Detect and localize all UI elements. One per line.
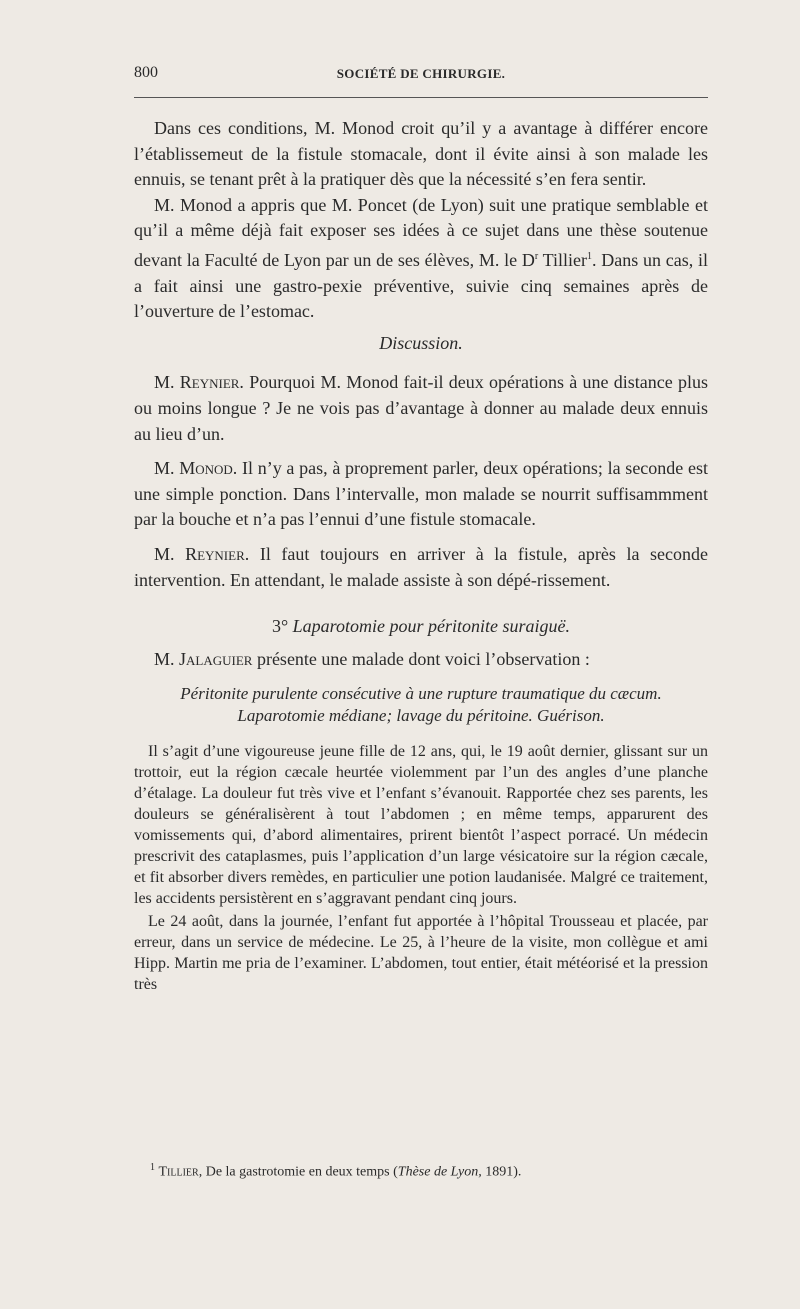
paragraph-poncet: M. Monod a appris que M. Poncet (de Lyon) suit une pratique semblable et qu’il a même déjà fait exposer ses idées à ce sujet dans une thèse soutenue devant la Faculté de Lyon par un de ses élèves, M. le $D^r$ Tillier$^1$. Dans un cas, il a fait ainsi une gastro-pexie préventive, suivie cinq semaines après de l’ouverture de l’estomac. xyxy=(134,194,708,322)
header-rule xyxy=(134,97,708,98)
case-title: Péritonite purulente consécutive à une rupture traumatique du cæcum. Laparotomie médiane; lavage du péritoine. Guérison. xyxy=(180,683,662,725)
footnote: $^1$ Tillier, De la gastrotomie en deux temps (Thèse de Lyon, 1891). xyxy=(150,1162,522,1180)
footnote-ref: 1 xyxy=(587,250,593,262)
observation-paragraph: Il s’agit d’une vigoureuse jeune fille de 12 ans, qui, le 19 août dernier, glissant sur un trottoir, eut la région cæcale heurtée violemment par l’un des angles d’une planche d’étalage. La douleur fut très vive et l’enfant s’évanouit. Rapportée chez ses parents, les douleurs se généralisèrent à tout l’abdomen ; en même temps, apparurent des vomissements qui, d’abord alimentaires, prirent bientôt l’aspect porracé. Un médecin prescrivit des cataplasmes, puis l’application d’un large vésicatoire sur la région cæcale, et fit absorber divers remèdes, en particulier une potion laudanisée. Malgré ce traitement, les accidents persistèrent en s’aggravant pendant cinq jours. xyxy=(134,742,708,907)
running-title: SOCIÉTÉ DE CHIRURGIE. xyxy=(336,66,506,81)
paragraph-conditions: Dans ces conditions, M. Monod croit qu’il y a avantage à différer encore l’établissemeut de la fistule stomacale, dont il évite ainsi à son malade les ennuis, se tenant prêt à la pratiquer dès que la nécessité s’en fera sentir. xyxy=(134,118,708,190)
speaker-name: M. Reynier. xyxy=(154,372,244,393)
observation-paragraph: Le 24 août, dans la journée, l’enfant fut apportée à l’hôpital Trousseau et placée, par erreur, dans un service de médecine. Le 25, à l’heure de la visite, mon collègue et ami Hipp. Martin me pria de l’examiner. L’abdomen, tout entier, était météorisé et la pression très xyxy=(134,912,708,993)
discussion-heading: Discussion. xyxy=(379,332,463,353)
reynier-reply: M. Reynier. Il faut toujours en arriver à la fistule, après la seconde intervention. En attendant, le malade assiste à son dépé-rissement. xyxy=(134,543,709,590)
reynier-remark: M. Reynier. Pourquoi M. Monod fait-il deux opérations à une distance plus ou moins longue ? Je ne vois pas d’avantage à donner au malade deux ennuis au lieu d’un. xyxy=(134,372,708,444)
main-text xyxy=(134,116,708,995)
speaker-name: M. Jalaguier xyxy=(154,649,253,670)
page-number: 800 xyxy=(134,64,158,81)
monod-reply: M. Monod. Il n’y a pas, à proprement parler, deux opérations; la seconde est une simple ponction. Dans l’intervalle, mon malade se nourrit suffisammment par la bouche et n’a pas l’ennui d’une fistule stomacale. xyxy=(134,458,708,530)
page-header xyxy=(134,64,708,88)
speaker-name: M. Monod. xyxy=(154,458,238,479)
speaker-name: M. Reynier. xyxy=(154,543,250,564)
jalaguier-intro: M. Jalaguier présente une malade dont voici l’observation : xyxy=(154,649,590,670)
section-heading: 3° Laparotomie pour péritonite suraiguë. xyxy=(271,616,571,637)
